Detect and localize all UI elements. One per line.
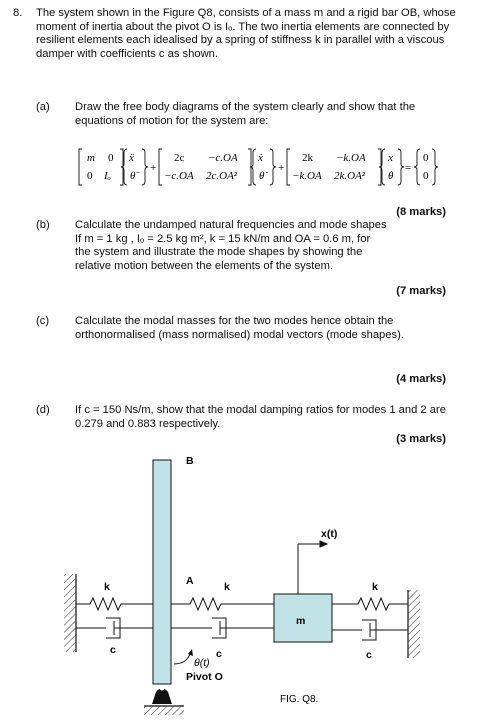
part-c-marks: (4 marks) bbox=[396, 373, 446, 385]
stiff-k11: 2k bbox=[302, 152, 313, 164]
plus-2: + bbox=[278, 162, 285, 174]
stiff-k12: −k.OA bbox=[336, 152, 366, 164]
equation-of-motion bbox=[78, 146, 458, 188]
part-b-marks: (7 marks) bbox=[396, 285, 446, 297]
damp-c12: −c.OA bbox=[208, 152, 238, 164]
mass-m11: m bbox=[87, 152, 95, 164]
label-k-left: k bbox=[104, 581, 110, 593]
question-intro: The system shown in the Figure Q8, consists of a mass m and a rigid bar OB, whose moment of inertia about the pivot O is Iₒ. The two inertia elements are connected by resilient elements each idealised by a spring of stiffness k in parallel with a viscous damper with coefficients c as shown. bbox=[36, 7, 456, 60]
plus-1: + bbox=[150, 162, 157, 174]
accel-x: ẍ bbox=[129, 152, 134, 164]
right-spring bbox=[332, 598, 408, 610]
mass-m22: Iₒ bbox=[104, 170, 111, 182]
theta-arrow bbox=[174, 654, 190, 664]
left-spring bbox=[76, 598, 153, 610]
label-x: x(t) bbox=[321, 528, 338, 540]
label-b: B bbox=[186, 455, 194, 467]
mass-m21: 0 bbox=[87, 170, 93, 182]
figure-q8 bbox=[40, 444, 460, 719]
left-wall bbox=[64, 574, 76, 652]
label-theta: θ(t) bbox=[194, 657, 210, 669]
stiff-k22: 2k.OA² bbox=[334, 170, 366, 182]
label-c-mid: c bbox=[216, 648, 222, 660]
label-m: m bbox=[296, 615, 306, 627]
label-c-left: c bbox=[110, 644, 116, 656]
rigid-bar-ob bbox=[153, 460, 171, 684]
mass-m12: 0 bbox=[108, 152, 114, 164]
part-a-text: Draw the free body diagrams of the system clearly and show that the equations of motion for the system are: bbox=[75, 101, 416, 127]
right-damper bbox=[332, 620, 408, 640]
part-a-marks: (8 marks) bbox=[396, 206, 446, 218]
part-b-line-4: relative motion between the elements of the system. bbox=[75, 259, 334, 272]
label-a: A bbox=[186, 575, 194, 587]
part-b-text bbox=[75, 219, 457, 273]
damp-c21: −c.OA bbox=[164, 170, 194, 182]
accel-theta: θ̈ bbox=[130, 170, 136, 182]
vel-theta: θ̇ bbox=[259, 170, 265, 182]
part-d-marks: (3 marks) bbox=[396, 433, 446, 445]
disp-theta: θ bbox=[388, 170, 394, 182]
part-c-text: Calculate the modal masses for the two modes hence obtain the orthonormalised (mass normalised) modal vectors (mode shapes). bbox=[75, 315, 404, 341]
vel-x: ẋ bbox=[258, 152, 263, 164]
left-damper bbox=[76, 618, 153, 638]
middle-damper bbox=[171, 618, 274, 638]
stiff-k21: −k.OA bbox=[292, 170, 322, 182]
x-arrow bbox=[298, 541, 327, 594]
part-d-text: If c = 150 Ns/m, show that the modal damping ratios for modes 1 and 2 are 0.279 and 0.883 respectively. bbox=[75, 404, 446, 430]
figure-caption: FIG. Q8. bbox=[280, 694, 319, 705]
rhs-1: 0 bbox=[423, 152, 429, 164]
equals-sign: = bbox=[405, 162, 412, 174]
right-wall bbox=[408, 590, 420, 658]
label-c-right: c bbox=[366, 649, 372, 661]
label-k-right: k bbox=[372, 581, 378, 593]
label-k-mid: k bbox=[224, 581, 230, 593]
part-b-line-2: If m = 1 kg , Iₒ = 2.5 kg m², k = 15 kN/m and OA = 0.6 m, for bbox=[75, 232, 371, 245]
disp-x: x bbox=[388, 152, 393, 164]
question-number: 8. bbox=[13, 7, 23, 19]
rhs-2: 0 bbox=[423, 170, 429, 182]
part-b-label: (b) bbox=[36, 219, 50, 231]
part-b-line-1: Calculate the undamped natural frequencies and mode shapes bbox=[75, 219, 387, 231]
part-d-label: (d) bbox=[36, 404, 50, 416]
part-c-label: (c) bbox=[36, 315, 50, 327]
part-b-line-3: the system and illustrate the mode shapes by showing the bbox=[75, 246, 363, 259]
damp-c22: 2c.OA² bbox=[206, 170, 238, 182]
part-a-label: (a) bbox=[36, 101, 50, 113]
pivot-o bbox=[144, 686, 184, 716]
label-pivot: Pivot O bbox=[186, 671, 223, 683]
middle-spring bbox=[171, 598, 274, 610]
damp-c11: 2c bbox=[174, 152, 185, 164]
